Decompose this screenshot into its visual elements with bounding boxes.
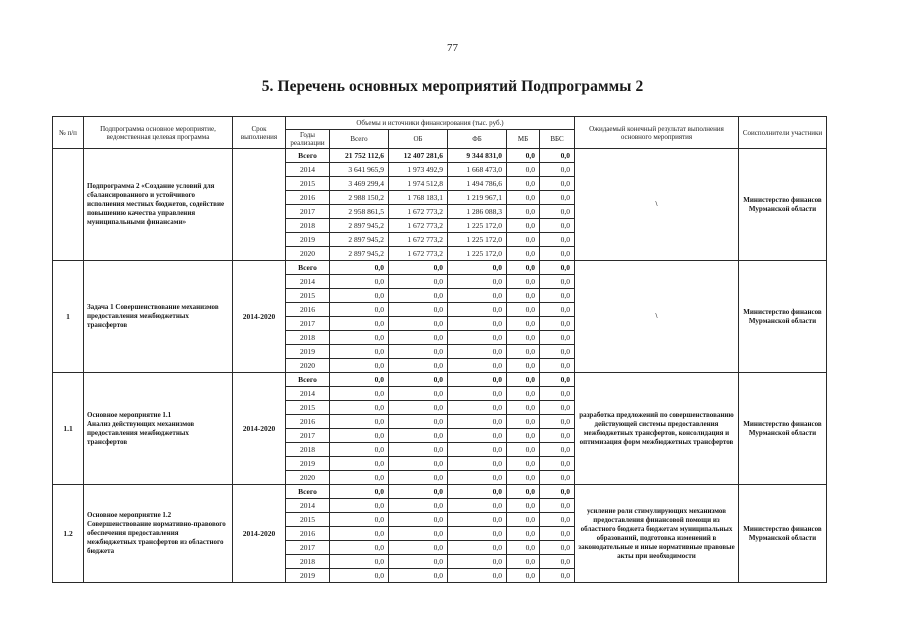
year-cell: 2018: [286, 555, 330, 569]
ob-cell: 1 672 773,2: [389, 233, 448, 247]
vbs-cell: 0,0: [540, 261, 575, 275]
vbs-cell: 0,0: [540, 219, 575, 233]
mb-cell: 0,0: [507, 401, 540, 415]
total-cell: 0,0: [330, 289, 389, 303]
vbs-cell: 0,0: [540, 485, 575, 499]
fb-cell: 1 225 172,0: [448, 219, 507, 233]
fb-cell: 1 225 172,0: [448, 233, 507, 247]
mb-cell: 0,0: [507, 303, 540, 317]
header-total: Всего: [330, 130, 389, 149]
mb-cell: 0,0: [507, 387, 540, 401]
fb-cell: 0,0: [448, 527, 507, 541]
fb-cell: 0,0: [448, 261, 507, 275]
mb-cell: 0,0: [507, 513, 540, 527]
mb-cell: 0,0: [507, 527, 540, 541]
item-name-heading: Задача 1 Совершенствование механизмов предоставления межбюджетных трансфертов: [87, 303, 219, 329]
fb-cell: 0,0: [448, 331, 507, 345]
year-cell: 2019: [286, 233, 330, 247]
mb-cell: 0,0: [507, 457, 540, 471]
total-cell: 0,0: [330, 387, 389, 401]
vbs-cell: 0,0: [540, 275, 575, 289]
mb-cell: 0,0: [507, 289, 540, 303]
mb-cell: 0,0: [507, 471, 540, 485]
ob-cell: 0,0: [389, 569, 448, 583]
fb-cell: 0,0: [448, 401, 507, 415]
fb-cell: 0,0: [448, 485, 507, 499]
vbs-cell: 0,0: [540, 401, 575, 415]
mb-cell: 0,0: [507, 219, 540, 233]
year-cell: 2018: [286, 443, 330, 457]
mb-cell: 0,0: [507, 373, 540, 387]
header-partners: Соисполнители участники: [739, 117, 827, 149]
ob-cell: 0,0: [389, 555, 448, 569]
mb-cell: 0,0: [507, 359, 540, 373]
vbs-cell: 0,0: [540, 443, 575, 457]
item-name: [84, 373, 233, 485]
mb-cell: 0,0: [507, 541, 540, 555]
year-cell: 2017: [286, 317, 330, 331]
item-term: [233, 149, 286, 261]
year-cell: 2014: [286, 275, 330, 289]
year-cell: Всего: [286, 149, 330, 163]
fb-cell: 0,0: [448, 359, 507, 373]
fb-cell: 0,0: [448, 373, 507, 387]
mb-cell: 0,0: [507, 275, 540, 289]
year-cell: 2016: [286, 415, 330, 429]
vbs-cell: 0,0: [540, 415, 575, 429]
year-cell: 2017: [286, 429, 330, 443]
table-row: [53, 485, 827, 499]
mb-cell: 0,0: [507, 555, 540, 569]
total-cell: 2 897 945,2: [330, 219, 389, 233]
mb-cell: 0,0: [507, 177, 540, 191]
year-cell: 2014: [286, 163, 330, 177]
year-cell: 2014: [286, 387, 330, 401]
year-cell: 2016: [286, 303, 330, 317]
total-cell: 0,0: [330, 401, 389, 415]
total-cell: 0,0: [330, 331, 389, 345]
header-years: Годы реализации: [286, 130, 330, 149]
header-fb: ФБ: [448, 130, 507, 149]
fb-cell: 0,0: [448, 555, 507, 569]
year-cell: 2016: [286, 191, 330, 205]
vbs-cell: 0,0: [540, 429, 575, 443]
year-cell: 2016: [286, 527, 330, 541]
fb-cell: 0,0: [448, 275, 507, 289]
fb-cell: 1 494 786,6: [448, 177, 507, 191]
item-partners: Министерство финансов Мурманской области: [739, 149, 827, 261]
total-cell: 0,0: [330, 443, 389, 457]
ob-cell: 0,0: [389, 443, 448, 457]
page-number: 77: [447, 42, 458, 54]
ob-cell: 0,0: [389, 471, 448, 485]
total-cell: 0,0: [330, 359, 389, 373]
ob-cell: 0,0: [389, 429, 448, 443]
header-result: Ожидаемый конечный результат выполнения основного мероприятия: [575, 117, 739, 149]
vbs-cell: 0,0: [540, 247, 575, 261]
ob-cell: 0,0: [389, 499, 448, 513]
header-ob: ОБ: [389, 130, 448, 149]
fb-cell: 9 344 831,0: [448, 149, 507, 163]
vbs-cell: 0,0: [540, 289, 575, 303]
vbs-cell: 0,0: [540, 191, 575, 205]
year-cell: 2019: [286, 569, 330, 583]
total-cell: 0,0: [330, 527, 389, 541]
ob-cell: 0,0: [389, 303, 448, 317]
vbs-cell: 0,0: [540, 317, 575, 331]
fb-cell: 0,0: [448, 443, 507, 457]
vbs-cell: 0,0: [540, 373, 575, 387]
vbs-cell: 0,0: [540, 345, 575, 359]
item-partners: Министерство финансов Мурманской области: [739, 373, 827, 485]
table-row: [53, 261, 827, 275]
fb-cell: 0,0: [448, 303, 507, 317]
mb-cell: 0,0: [507, 233, 540, 247]
mb-cell: 0,0: [507, 485, 540, 499]
ob-cell: 0,0: [389, 415, 448, 429]
header-term: Срок выполнения: [233, 117, 286, 149]
measures-table: [52, 116, 827, 583]
fb-cell: 0,0: [448, 317, 507, 331]
ob-cell: 1 768 183,1: [389, 191, 448, 205]
header-funding: Объемы и источники финансирования (тыс. руб.): [286, 117, 575, 130]
fb-cell: 1 668 473,0: [448, 163, 507, 177]
vbs-cell: 0,0: [540, 331, 575, 345]
item-result: \: [575, 149, 739, 261]
ob-cell: 1 672 773,2: [389, 219, 448, 233]
year-cell: 2015: [286, 289, 330, 303]
item-number: 1.2: [53, 485, 84, 583]
mb-cell: 0,0: [507, 345, 540, 359]
ob-cell: 0,0: [389, 373, 448, 387]
ob-cell: 0,0: [389, 485, 448, 499]
item-name: [84, 485, 233, 583]
item-partners: Министерство финансов Мурманской области: [739, 261, 827, 373]
year-cell: Всего: [286, 485, 330, 499]
item-name-description: Анализ действующих механизмов предоставления межбюджетных трансфертов: [87, 419, 195, 446]
vbs-cell: 0,0: [540, 541, 575, 555]
year-cell: 2014: [286, 499, 330, 513]
mb-cell: 0,0: [507, 415, 540, 429]
year-cell: 2015: [286, 401, 330, 415]
year-cell: 2019: [286, 457, 330, 471]
vbs-cell: 0,0: [540, 233, 575, 247]
mb-cell: 0,0: [507, 443, 540, 457]
total-cell: 0,0: [330, 345, 389, 359]
total-cell: 2 897 945,2: [330, 247, 389, 261]
ob-cell: 0,0: [389, 331, 448, 345]
item-result: усиление роли стимулирующих механизмов предоставления финансовой помощи из областного бюджета бюджетам муниципальных образований, подготовка изменений в законодательные и иные нормативные правовые акты при необходимости: [575, 485, 739, 583]
ob-cell: 0,0: [389, 401, 448, 415]
item-partners: Министерство финансов Мурманской области: [739, 485, 827, 583]
ob-cell: 0,0: [389, 359, 448, 373]
total-cell: 0,0: [330, 499, 389, 513]
year-cell: 2020: [286, 247, 330, 261]
mb-cell: 0,0: [507, 247, 540, 261]
year-cell: 2018: [286, 331, 330, 345]
ob-cell: 0,0: [389, 527, 448, 541]
item-result: разработка предложений по совершенствованию действующей системы предоставления межбюджетных трансфертов, консолидация и оптимизация форм межбюджетных трансфертов: [575, 373, 739, 485]
header-vbs: ВБС: [540, 130, 575, 149]
total-cell: 3 641 965,9: [330, 163, 389, 177]
ob-cell: 0,0: [389, 513, 448, 527]
total-cell: 0,0: [330, 555, 389, 569]
item-term: 2014-2020: [233, 373, 286, 485]
total-cell: 2 897 945,2: [330, 233, 389, 247]
table-row: [53, 149, 827, 163]
item-number: [53, 149, 84, 261]
item-term: 2014-2020: [233, 485, 286, 583]
total-cell: 0,0: [330, 513, 389, 527]
table-header: [53, 117, 827, 149]
total-cell: 3 469 299,4: [330, 177, 389, 191]
item-result: \: [575, 261, 739, 373]
table-row: [53, 373, 827, 387]
total-cell: 0,0: [330, 429, 389, 443]
page-title: 5. Перечень основных мероприятий Подпрограммы 2: [261, 78, 644, 95]
mb-cell: 0,0: [507, 429, 540, 443]
total-cell: 0,0: [330, 261, 389, 275]
vbs-cell: 0,0: [540, 303, 575, 317]
year-cell: 2017: [286, 541, 330, 555]
vbs-cell: 0,0: [540, 387, 575, 401]
year-cell: 2017: [286, 205, 330, 219]
vbs-cell: 0,0: [540, 513, 575, 527]
header-name: Подпрограмма основное мероприятие, ведомственная целевая программа: [84, 117, 233, 149]
item-name: [84, 261, 233, 373]
vbs-cell: 0,0: [540, 149, 575, 163]
vbs-cell: 0,0: [540, 177, 575, 191]
mb-cell: 0,0: [507, 499, 540, 513]
ob-cell: 0,0: [389, 457, 448, 471]
fb-cell: 1 286 088,3: [448, 205, 507, 219]
vbs-cell: 0,0: [540, 457, 575, 471]
total-cell: 0,0: [330, 569, 389, 583]
ob-cell: 1 672 773,2: [389, 205, 448, 219]
total-cell: 0,0: [330, 471, 389, 485]
vbs-cell: 0,0: [540, 359, 575, 373]
ob-cell: 1 973 492,9: [389, 163, 448, 177]
fb-cell: 0,0: [448, 471, 507, 485]
item-number: 1.1: [53, 373, 84, 485]
year-cell: 2020: [286, 359, 330, 373]
year-cell: 2019: [286, 345, 330, 359]
fb-cell: 0,0: [448, 387, 507, 401]
total-cell: 2 988 150,2: [330, 191, 389, 205]
item-term: 2014-2020: [233, 261, 286, 373]
vbs-cell: 0,0: [540, 527, 575, 541]
ob-cell: 0,0: [389, 345, 448, 359]
fb-cell: 0,0: [448, 457, 507, 471]
item-number: 1: [53, 261, 84, 373]
total-cell: 0,0: [330, 415, 389, 429]
vbs-cell: 0,0: [540, 499, 575, 513]
fb-cell: 0,0: [448, 429, 507, 443]
mb-cell: 0,0: [507, 569, 540, 583]
item-name: [84, 149, 233, 261]
year-cell: Всего: [286, 261, 330, 275]
header-mb: МБ: [507, 130, 540, 149]
vbs-cell: 0,0: [540, 471, 575, 485]
total-cell: 0,0: [330, 303, 389, 317]
total-cell: 0,0: [330, 317, 389, 331]
mb-cell: 0,0: [507, 149, 540, 163]
fb-cell: 0,0: [448, 415, 507, 429]
ob-cell: 12 407 281,6: [389, 149, 448, 163]
fb-cell: 0,0: [448, 513, 507, 527]
ob-cell: 0,0: [389, 541, 448, 555]
vbs-cell: 0,0: [540, 555, 575, 569]
ob-cell: 0,0: [389, 387, 448, 401]
item-name-heading: Основное мероприятие 1.1: [87, 410, 172, 419]
vbs-cell: 0,0: [540, 163, 575, 177]
table-body: [53, 149, 827, 583]
year-cell: 2015: [286, 513, 330, 527]
fb-cell: 0,0: [448, 289, 507, 303]
total-cell: 21 752 112,6: [330, 149, 389, 163]
year-cell: 2015: [286, 177, 330, 191]
ob-cell: 1 974 512,8: [389, 177, 448, 191]
ob-cell: 0,0: [389, 317, 448, 331]
year-cell: Всего: [286, 373, 330, 387]
fb-cell: 0,0: [448, 499, 507, 513]
year-cell: 2018: [286, 219, 330, 233]
mb-cell: 0,0: [507, 205, 540, 219]
year-cell: 2020: [286, 471, 330, 485]
item-name-description: Совершенствование нормативно-правового обеспечения предоставления межбюджетных трансфертов из областного бюджета: [87, 520, 226, 555]
header-num: № п/п: [53, 117, 84, 149]
mb-cell: 0,0: [507, 261, 540, 275]
item-name-heading: Подпрограмма 2 «Создание условий для сбалансированного и устойчивого исполнения местных бюджетов, содействие повышению качества управления муниципальными финансами»: [87, 182, 225, 226]
fb-cell: 0,0: [448, 345, 507, 359]
mb-cell: 0,0: [507, 163, 540, 177]
ob-cell: 0,0: [389, 261, 448, 275]
fb-cell: 1 225 172,0: [448, 247, 507, 261]
total-cell: 0,0: [330, 541, 389, 555]
ob-cell: 0,0: [389, 275, 448, 289]
total-cell: 2 958 861,5: [330, 205, 389, 219]
fb-cell: 1 219 967,1: [448, 191, 507, 205]
fb-cell: 0,0: [448, 541, 507, 555]
total-cell: 0,0: [330, 485, 389, 499]
vbs-cell: 0,0: [540, 205, 575, 219]
vbs-cell: 0,0: [540, 569, 575, 583]
item-name-heading: Основное мероприятие 1.2: [87, 511, 172, 519]
ob-cell: 0,0: [389, 289, 448, 303]
ob-cell: 1 672 773,2: [389, 247, 448, 261]
mb-cell: 0,0: [507, 191, 540, 205]
total-cell: 0,0: [330, 373, 389, 387]
total-cell: 0,0: [330, 457, 389, 471]
total-cell: 0,0: [330, 275, 389, 289]
fb-cell: 0,0: [448, 569, 507, 583]
mb-cell: 0,0: [507, 331, 540, 345]
mb-cell: 0,0: [507, 317, 540, 331]
